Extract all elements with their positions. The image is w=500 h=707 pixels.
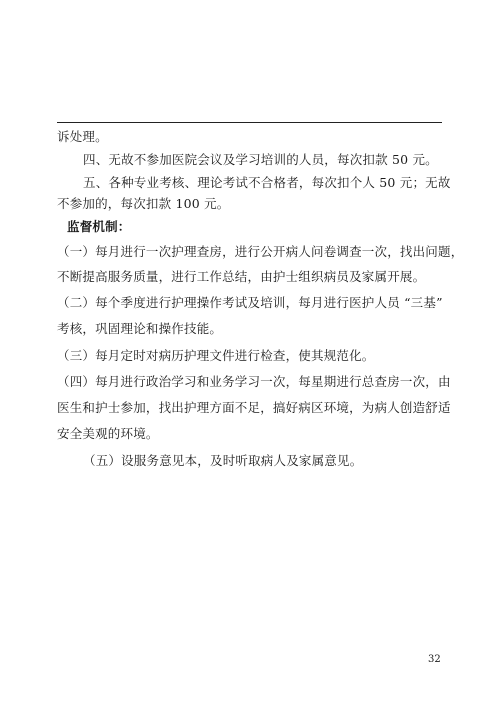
text-line-10: （三）每月定时对病历护理文件进行检查，使其规范化。 (57, 348, 375, 363)
text-line-14: （五）设服务意见本，及时听取病人及家属意见。 (83, 453, 363, 468)
text-line-3: 五、各种专业考核、理论考试不合格者，每次扣个人 50 元；无故 (83, 175, 451, 190)
text-line-4: 不参加的，每次扣款 100 元。 (57, 196, 230, 211)
text-line-1: 诉处理。 (57, 129, 108, 144)
text-line-7: 不断提高服务质量，进行工作总结，由护士组织病员及家属开展。 (57, 269, 426, 284)
page-number: 32 (428, 654, 441, 665)
text-line-13: 安全美观的环境。 (57, 426, 159, 441)
text-line-9: 考核，巩固理论和操作技能。 (57, 321, 223, 336)
text-line-12: 医生和护士参加，找出护理方面不足，搞好病区环境，为病人创造舒适 (57, 400, 451, 415)
header-divider (57, 122, 442, 123)
text-line-8: （二）每个季度进行护理操作考试及培训，每月进行医护人员 “三基” (57, 295, 443, 310)
text-line-11: （四）每月进行政治学习和业务学习一次，每星期进行总查房一次，由 (57, 374, 451, 389)
section-heading-supervision: 监督机制： (67, 219, 131, 234)
text-line-6: （一）每月进行一次护理查房，进行公开病人问卷调查一次，找出问题， (57, 244, 464, 259)
text-line-2: 四、无故不参加医院会议及学习培训的人员，每次扣款 50 元。 (83, 152, 438, 167)
